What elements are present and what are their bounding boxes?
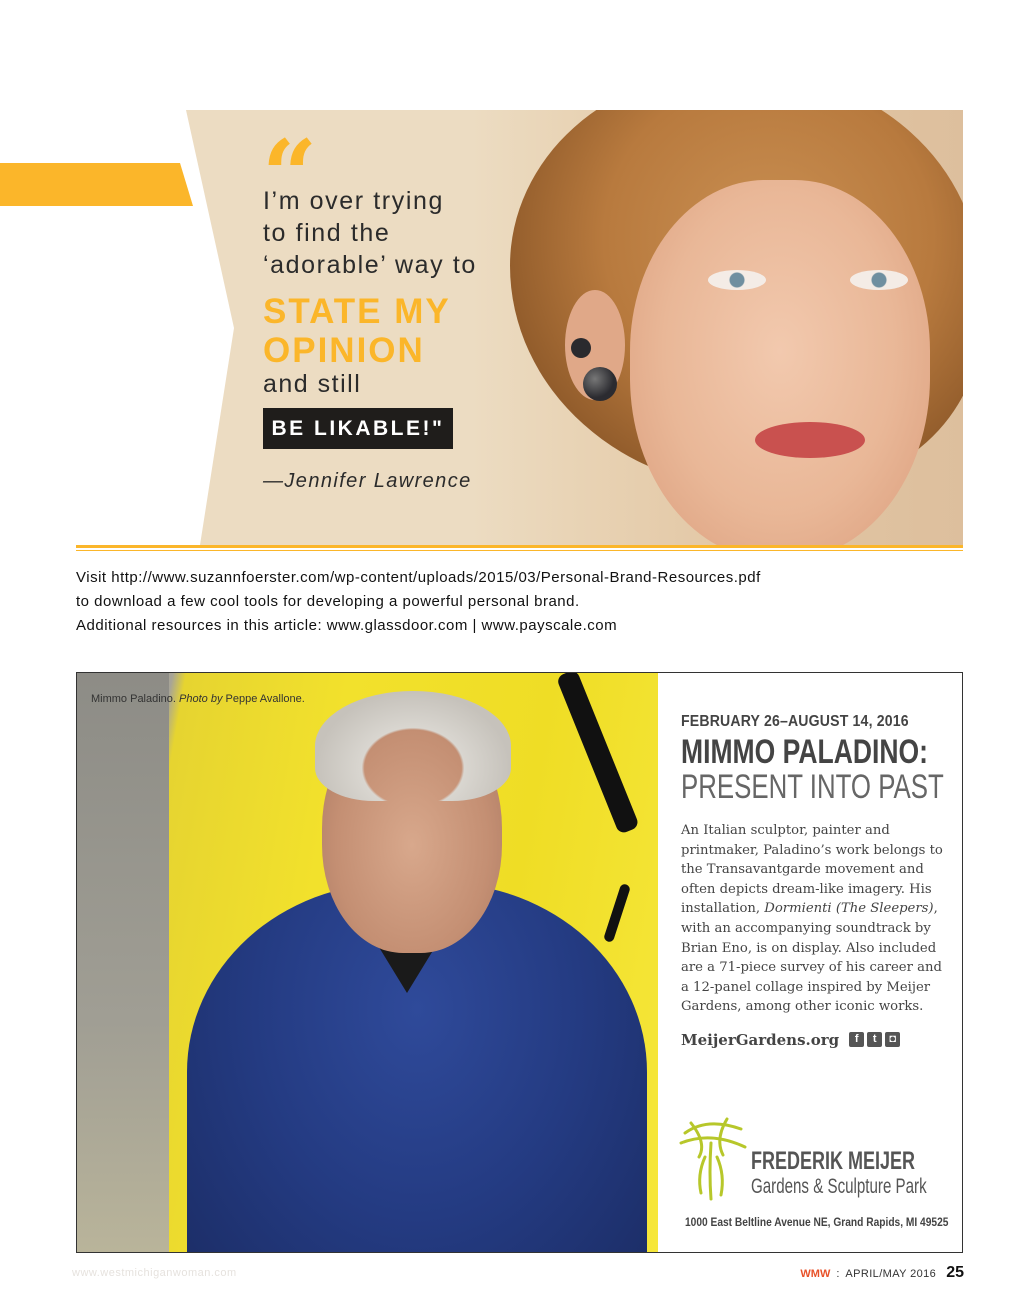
exhibit-subtitle: PRESENT INTO PAST [681, 768, 944, 806]
facebook-icon[interactable]: f [849, 1032, 864, 1047]
quote-highlight-line: OPINION [263, 331, 425, 370]
logo-name: FREDERIK MEIJER [751, 1147, 916, 1175]
quote-box: BE LIKABLE!" [263, 408, 453, 449]
footer-url[interactable]: www.westmichiganwoman.com [72, 1267, 237, 1279]
quote-line: to find the [263, 219, 391, 247]
instagram-icon[interactable]: ◘ [885, 1032, 900, 1047]
quote-highlight-line: STATE MY [263, 292, 451, 331]
resources-line[interactable]: Visit http://www.suzannfoerster.com/wp-content/uploads/2015/03/Personal-Brand-Resources.pdf [76, 569, 761, 586]
sculpture-logo-icon [677, 1113, 749, 1203]
photo-credit: Mimmo Paladino. Photo by Peppe Avallone. [91, 693, 305, 705]
quote-text [263, 185, 477, 281]
resources-paragraph [76, 566, 761, 638]
exhibit-title: MIMMO PALADINO: [681, 733, 929, 771]
ad-address: 1000 East Beltline Avenue NE, Grand Rapids, MI 49525 [685, 1215, 949, 1229]
advertisement[interactable] [76, 672, 963, 1253]
quote-highlight [263, 292, 451, 370]
footer-magazine: WMW [800, 1268, 831, 1280]
meijer-logo [675, 1113, 955, 1203]
portrait-photo [470, 110, 963, 545]
divider [76, 545, 963, 548]
footer-info [800, 1264, 964, 1282]
exhibit-dates: FEBRUARY 26–AUGUST 14, 2016 [681, 713, 909, 730]
divider [76, 550, 963, 551]
quote-line: I’m over trying [263, 187, 444, 215]
quote-attribution: —Jennifer Lawrence [263, 470, 472, 492]
page-number: 25 [946, 1264, 964, 1281]
quote-line: ‘adorable’ way to [263, 251, 477, 279]
artist-photo [77, 673, 658, 1252]
footer-separator: : [836, 1268, 840, 1280]
website-row [681, 1031, 951, 1049]
quote-tail: and still [263, 370, 362, 398]
accent-tab [0, 163, 193, 206]
quote-mark-icon: “ [262, 119, 318, 232]
resources-line[interactable]: Additional resources in this article: www.glassdoor.com | www.payscale.com [76, 617, 618, 634]
social-icons [849, 1032, 900, 1047]
ad-copy [681, 713, 951, 1049]
footer-issue: APRIL/MAY 2016 [845, 1268, 937, 1280]
resources-line: to download a few cool tools for developing a powerful personal brand. [76, 593, 580, 610]
exhibit-description: An Italian sculptor, painter and printmaker, Paladino’s work belongs to the Transavantgarde movement and often depicts dream-like imagery. His installation, Dormienti (The Sleepers), with an accompanying soundtrack by Brian Eno, is on display. Also included are a 71-piece survey of his career and a 12-panel collage inspired by Meijer Gardens, among other iconic works. [681, 823, 943, 1015]
twitter-icon[interactable]: t [867, 1032, 882, 1047]
website-link[interactable]: MeijerGardens.org [681, 1030, 840, 1049]
logo-subtitle: Gardens & Sculpture Park [751, 1175, 927, 1198]
